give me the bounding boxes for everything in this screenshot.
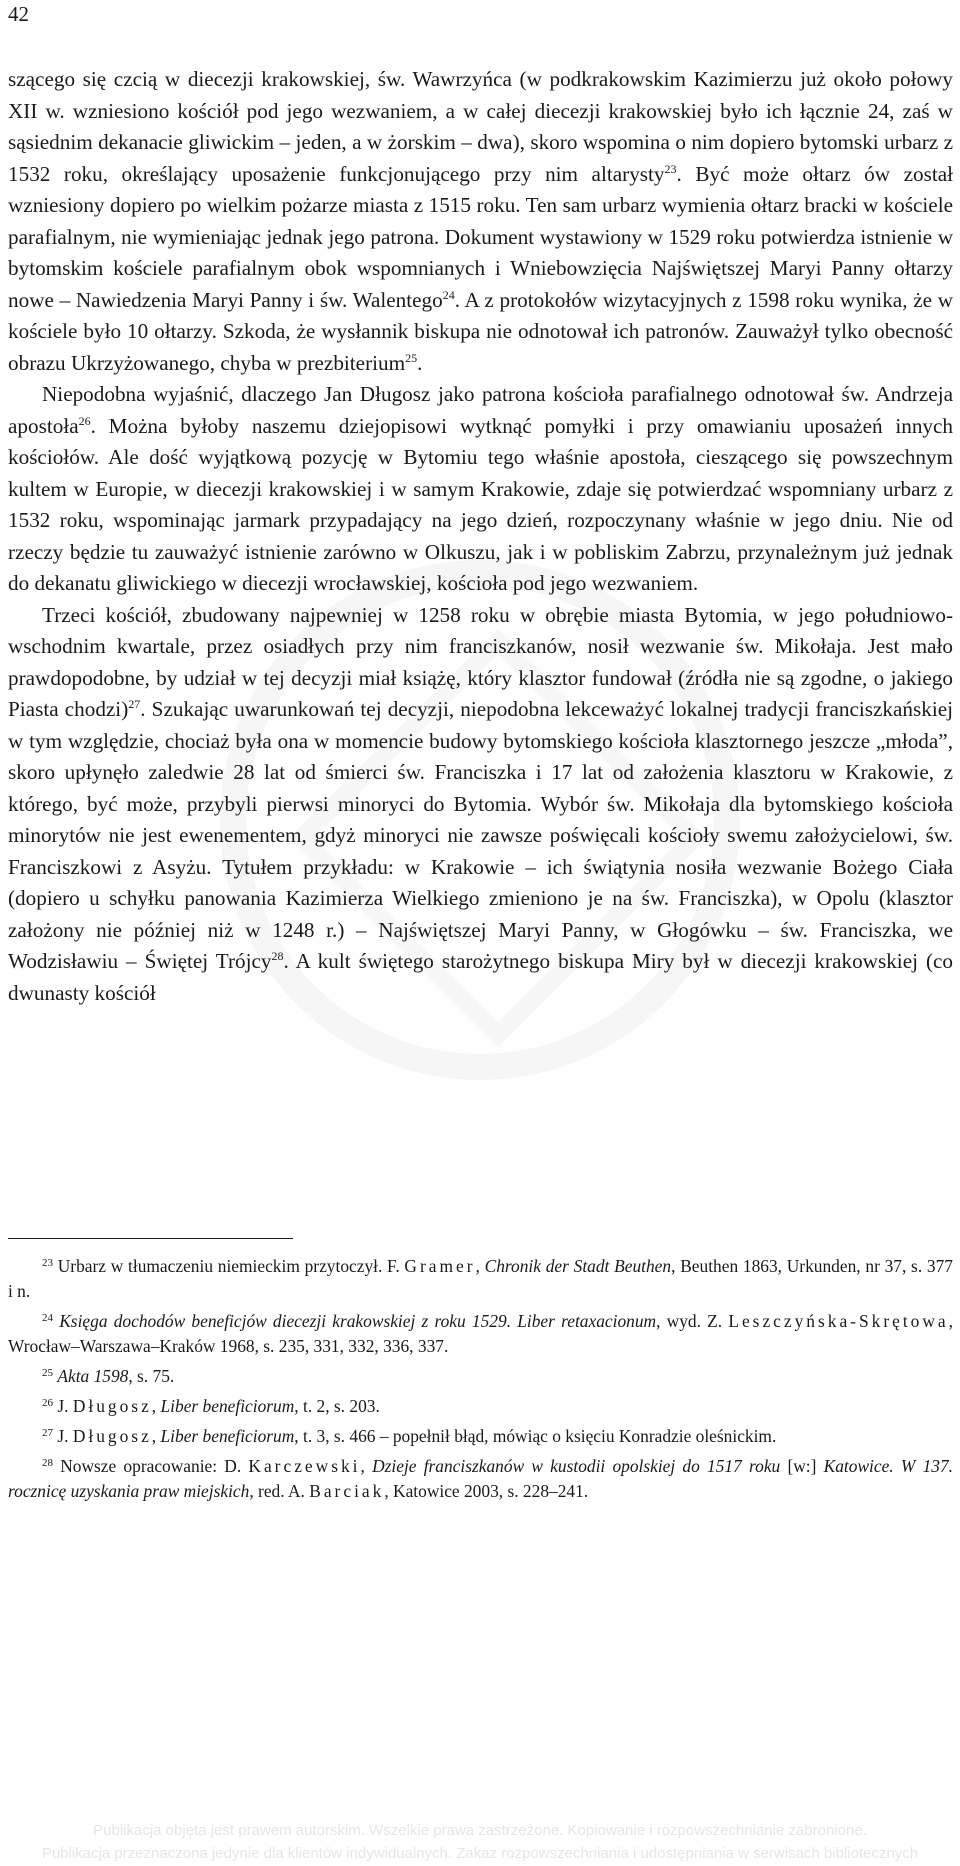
footnote-26 xyxy=(8,1394,953,1419)
footnote-ref-23: 23 xyxy=(664,161,677,176)
paragraph-third-church xyxy=(8,600,953,1010)
footnote-text: J. xyxy=(57,1396,73,1416)
footnote-ref-26: 26 xyxy=(78,413,91,428)
footnote-ref-27: 27 xyxy=(128,697,141,711)
text-run: Niepodobna wyjaśnić, dlaczego Jan Długosz jako patrona kościoła parafialnego odnotował św. Andrzeja apostoła xyxy=(8,382,953,438)
footnotes xyxy=(8,1254,953,1509)
footnote-text: , xyxy=(360,1456,373,1476)
usage-notice: Publikacja przeznaczona jedynie dla klientów indywidualnych. Zakaz rozpowszechniania i udostępniania w serwisach bibliotecznych xyxy=(41,1845,919,1862)
footnote-ref-24: 24 xyxy=(442,287,455,302)
work-title: Dzieje franciszkanów w kustodii opolskiej do 1517 roku xyxy=(372,1456,781,1476)
footnote-separator xyxy=(8,1238,293,1239)
footnote-text: Urbarz w tłumaczeniu niemieckim przytoczył. F. xyxy=(57,1256,405,1276)
paragraph-dlugosz xyxy=(8,379,953,600)
text-run: szącego się czcią w diecezji krakowskiej, św. Wawrzyńca (w podkrakowskim Kazimierzu już około połowy XII w. wzniesiono kościół pod jego wezwaniem, a w całej diecezji krakowskiej było ich łącznie 24, zaś w sąsiednim dekanacie gliwickim – jeden, a w żorskim – dwa), skoro wspomina o nim dopiero bytomski urbarz z 1532 roku, określający uposażenie funkcjonującego przy nim altarysty xyxy=(8,67,953,186)
footnote-text: , t. 2, s. 203. xyxy=(294,1396,380,1416)
footnote-text: , red. A. xyxy=(249,1481,310,1501)
footnote-number: 23 xyxy=(42,1257,53,1269)
footnote-text: , Katowice 2003, s. 228–241. xyxy=(384,1481,589,1501)
paragraph-continued xyxy=(8,64,953,379)
footnote-text: , xyxy=(151,1426,161,1446)
footnote-text: , xyxy=(475,1256,485,1276)
author-name: Gramer xyxy=(404,1256,476,1276)
text-run: . xyxy=(417,350,423,375)
author-name: Karczewski xyxy=(248,1456,361,1476)
footnote-text: [w:] xyxy=(780,1456,824,1476)
author-name: Leszczyńska-Skrętowa xyxy=(728,1311,949,1331)
footnote-text: , Beuthen 1863, Urkunden, nr 37, s. 377 i n. xyxy=(8,1256,953,1301)
footnote-text: , s. 75. xyxy=(128,1366,175,1386)
text-run: . A z protokołów wizytacyjnych z 1598 roku wynika, że w kościele było 10 ołtarzy. Szkoda, że wysłannik biskupa nie odnotował ich patronów. Zauważył tylko obecność obrazu Ukrzyżowanego, chyba w prezbiterium xyxy=(8,287,953,375)
footnote-text: , wyd. Z. xyxy=(656,1311,729,1331)
footnote-25 xyxy=(8,1364,953,1389)
author-name: Długosz xyxy=(72,1396,152,1416)
footnote-text: J. xyxy=(57,1426,73,1446)
text-run: Trzeci kościół, zbudowany najpewniej w 1258 roku w obrębie miasta Bytomia, w jego południowo-wschodnim kwartale, przez osiadłych przy nim franciszkanów, nosił wezwanie św. Mikołaja. Jest mało prawdopodobne, by udział w tej decyzji miał książę, który klasztor fundował (źródła nie są zgodne, o jakiego Piasta chodzi) xyxy=(8,602,953,721)
copyright-notice: Publikacja objęta jest prawem autorskim. Wszelkie prawa zastrzeżone. Kopiowanie i rozpowszechnianie zabronione. xyxy=(93,1822,867,1839)
footnote-number: 26 xyxy=(42,1397,53,1409)
footnote-text: Nowsze opracowanie: D. xyxy=(60,1456,249,1476)
text-run: . Być może ołtarz ów został wzniesiony dopiero po wielkim pożarze miasta z 1515 roku. Ten sam urbarz wymienia ołtarz bracki w kościele parafialnym, nie wymieniając jednak jego patrona. Dokument wystawiony w 1529 roku potwierdza istnienie w bytomskim kościele parafialnym obok wspomnianych i Wniebowzięcia Najświętszej Maryi Panny ołtarzy nowe – Nawiedzenia Maryi Panny i św. Walentego xyxy=(8,161,953,312)
footnote-27 xyxy=(8,1424,953,1449)
text-run: . Można byłoby naszemu dziejopisowi wytknąć pomyłki i przy omawianiu uposażeń innych kościołów. Ale dość wyjątkową pozycję w Bytomiu tego właśnie apostoła, cieszącego się powszechnym kultem w Europie, w diecezji krakowskiej i w samym Krakowie, zdaje się potwierdzać wspomniany urbarz z 1532 roku, wspominając jarmark przypadający na jego dzień, rozpoczynany właśnie w jego dniu. Nie od rzeczy będzie tu zauważyć istnienie zarówno w Olkuszu, jak i w pobliskim Zabrzu, przynależnym już jednak do dekanatu gliwickiego w diecezji wrocławskiej, kościoła pod jego wezwaniem. xyxy=(8,413,953,595)
footnote-24 xyxy=(8,1309,953,1359)
footnote-number: 27 xyxy=(42,1427,53,1439)
footnote-ref-28: 28 xyxy=(271,949,284,963)
work-title: Akta 1598 xyxy=(57,1366,129,1386)
work-title: Liber beneficiorum xyxy=(160,1396,295,1416)
work-title: Liber beneficiorum xyxy=(160,1426,295,1446)
footnote-text: , xyxy=(151,1396,161,1416)
work-title: Katowice. W 137. rocznicę uzyskania praw miejskich xyxy=(8,1456,954,1501)
text-run: . A kult świętego starożytnego biskupa Miry był w diecezji krakowskiej (co dwunasty kościół xyxy=(8,949,953,1005)
footnote-28 xyxy=(8,1454,953,1504)
main-text xyxy=(8,64,953,1009)
footnote-number: 24 xyxy=(42,1312,53,1324)
footnote-23 xyxy=(8,1254,953,1304)
work-title: Księga dochodów beneficjów diecezji krakowskiej z roku 1529. Liber retaxacionum xyxy=(59,1311,657,1331)
author-name: Barciak xyxy=(309,1481,385,1501)
footnote-text: , Wrocław–Warszawa–Kraków 1968, s. 235, 331, 332, 336, 337. xyxy=(8,1311,953,1356)
work-title: Chronik der Stadt Beuthen xyxy=(484,1256,672,1276)
footnote-text: , t. 3, s. 466 – popełnił błąd, mówiąc o księciu Konradzie oleśnickim. xyxy=(294,1426,777,1446)
text-run: . Szukając uwarunkowań tej decyzji, niepodobna lekceważyć lokalnej tradycji franciszkańskiej w tym względzie, chociaż była ona w momencie budowy bytomskiego kościoła klasztornego jeszcze „młoda”, skoro upłynęło zaledwie 28 lat od śmierci św. Franciszka i 17 lat od założenia klasztoru w Krakowie, z którego, być może, przybyli pierwsi minoryci do Bytomia. Wybór św. Mikołaja dla bytomskiego kościoła minorytów nie jest ewenementem, gdyż minoryci nie zawsze poświęcali kościoły swemu założycielowi, św. Franciszkowi z Asyżu. Tytułem przykładu: w Krakowie – ich świątynia nosiła wezwanie Bożego Ciała (dopiero u schyłku panowania Kazimierza Wielkiego zmieniono je na św. Franciszka), w Opolu (klasztor założony nie później niż w 1248 r.) – Najświętszej Maryi Panny, w Głogówku – św. Franciszka, we Wodzisławiu – Świętej Trójcy xyxy=(8,697,953,973)
footnote-number: 25 xyxy=(42,1367,53,1379)
author-name: Długosz xyxy=(72,1426,152,1446)
footnote-ref-25: 25 xyxy=(405,350,418,365)
footnote-number: 28 xyxy=(42,1457,53,1469)
page-number: 42 xyxy=(8,2,29,26)
